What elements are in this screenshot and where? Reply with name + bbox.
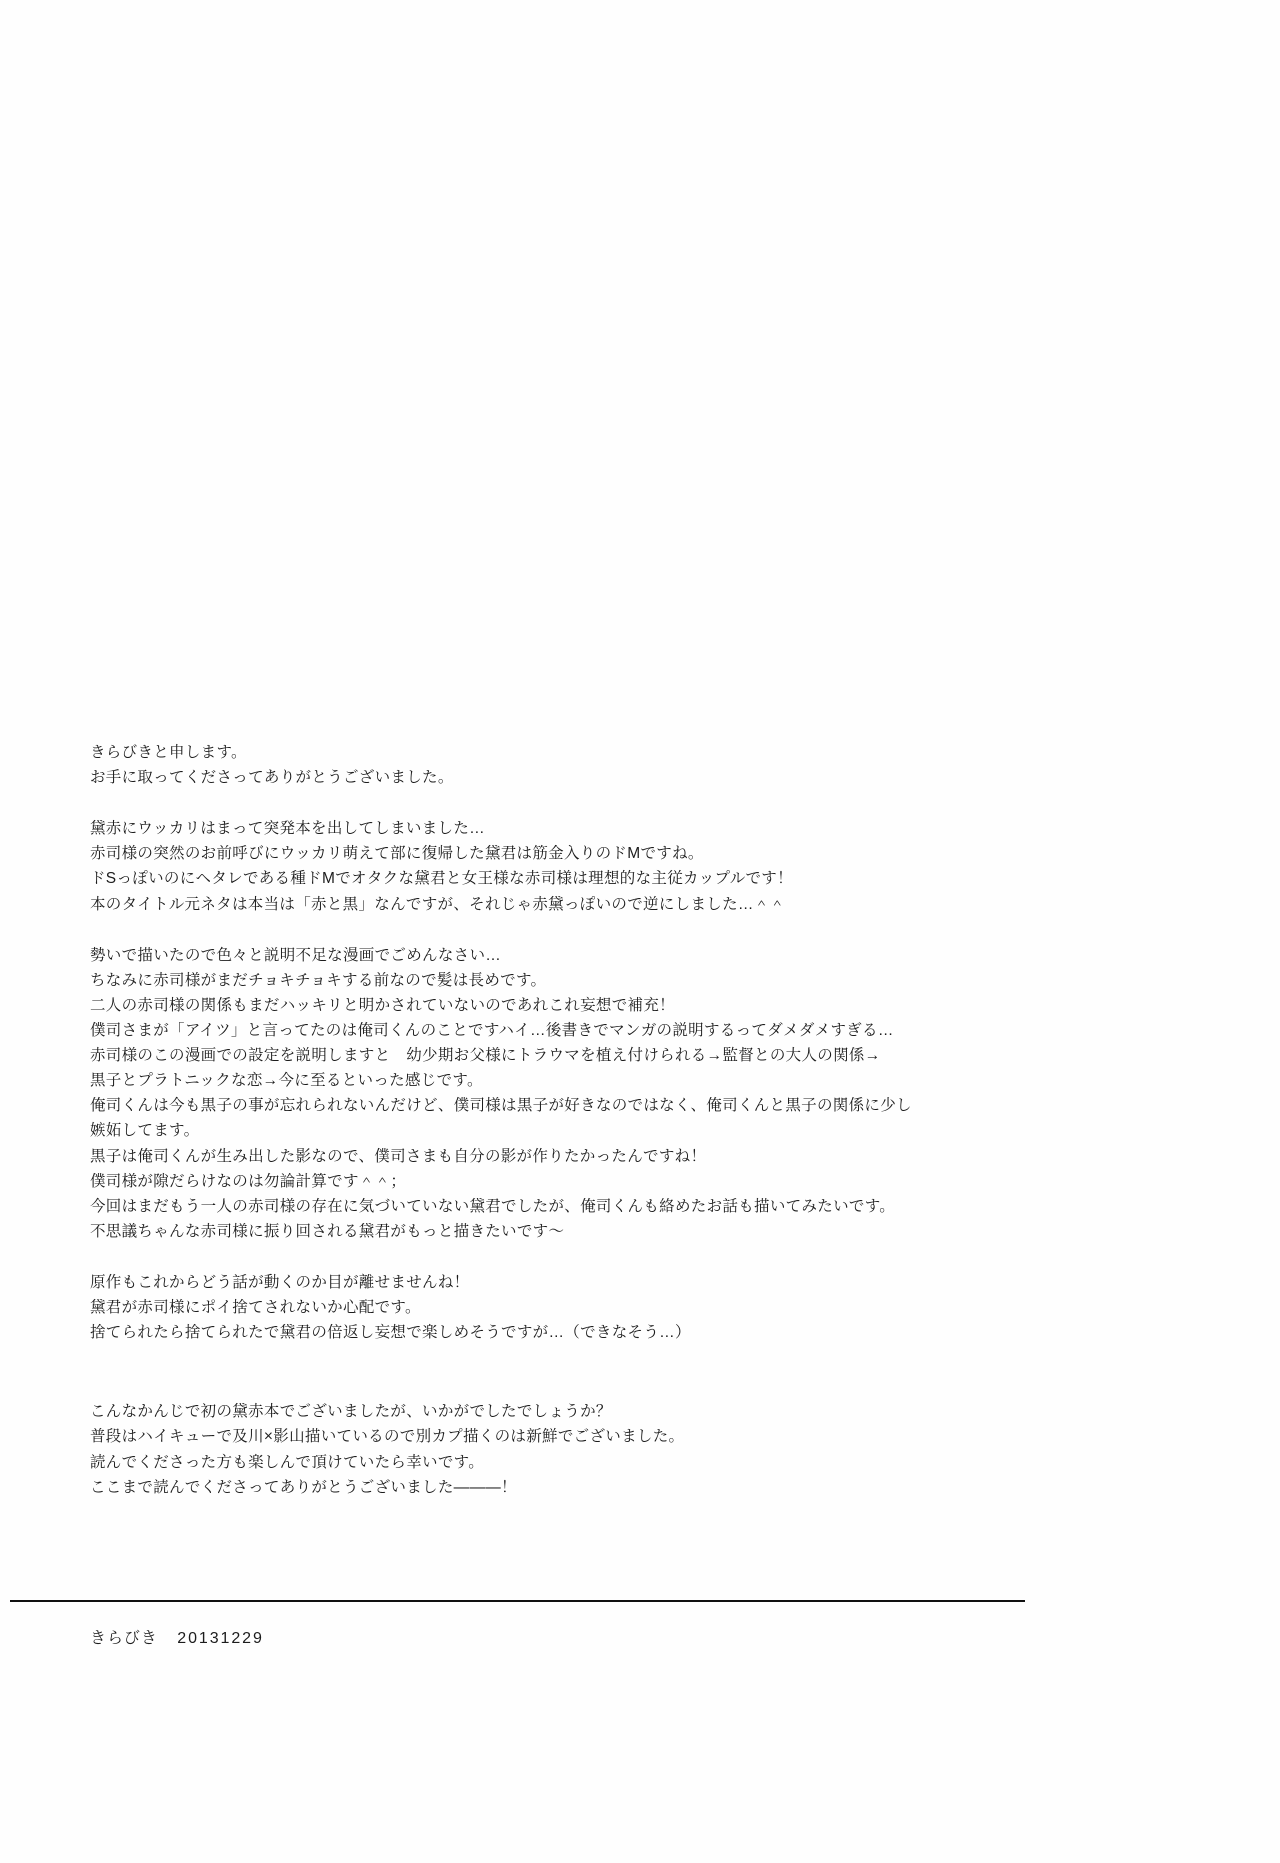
afterword-line: 黛赤にウッカリはまって突発本を出してしまいました… [90,820,485,838]
afterword-paragraph-greeting [90,740,1180,790]
afterword-line: 読んでくださった方も楽しんで頂けていたら幸いです。 [90,1453,485,1471]
afterword-line: 原作もこれからどう話が動くのか目が離せませんね！ [90,1273,470,1291]
afterword-line: 勢いで描いたので色々と説明不足な漫画でごめんなさい… [90,946,502,964]
afterword-line: 本のタイトル元ネタは本当は「赤と黒」なんですが、それじゃ赤黛っぽいので逆にしました…＾＾ [90,895,786,913]
afterword-line: 普段はハイキューで及川×影山描いているので別カプ描くのは新鮮でございました。 [90,1428,685,1446]
afterword-line: 黛君が赤司様にポイ捨てされないか心配です。 [90,1299,421,1317]
colophon-divider [10,1600,1025,1602]
afterword-line: 今回はまだもう一人の赤司様の存在に気づいていない黛君でしたが、俺司くんも絡めたお話も描いてみたいです。 [90,1197,896,1215]
afterword-line: 捨てられたら捨てられたで黛君の倍返し妄想で楽しめそうですが…（できなそう…） [90,1324,691,1342]
colophon [90,1625,264,1648]
afterword-line: ちなみに赤司様がまだチョキチョキする前なので髪は長めです。 [90,971,547,989]
afterword-paragraph-closing [90,1399,1180,1499]
afterword-line: 赤司様のこの漫画での設定を説明しますと 幼少期お父様にトラウマを植え付けられる→監督との大人の関係→ [90,1047,881,1065]
afterword-line: 不思議ちゃんな赤司様に振り回される黛君がもっと描きたいです～ [90,1222,565,1240]
afterword-line: きらびきと申します。 [90,744,247,761]
afterword-line: 赤司様の突然のお前呼びにウッカリ萌えて部に復帰した黛君は筋金入りのドMですね。 [90,845,704,863]
afterword-paragraph-notes-3 [90,1270,1180,1345]
afterword-line: 二人の赤司様の関係もまだハッキリと明かされていないのであれこれ妄想で補充！ [90,996,675,1014]
paragraph-spacer [90,1371,1180,1399]
afterword-line: お手に取ってくださってありがとうございました。 [90,769,454,787]
afterword-line: 僕司様が隙だらけなのは勿論計算です＾＾； [90,1172,407,1190]
publication-date: 20131229 [177,1630,264,1647]
afterword-line: こんなかんじで初の黛赤本でございましたが、いかがでしたでしょうか？ [90,1403,612,1421]
afterword-paragraph-notes-1 [90,816,1180,916]
afterword-line: 僕司さまが「アイツ」と言ってたのは俺司くんのことですハイ…後書きでマンガの説明するってダメダメすぎる… [90,1021,894,1039]
afterword-line: ドSっぽいのにヘタレである種ドMでオタクな黛君と女王様な赤司様は理想的な主従カップルです！ [90,870,793,888]
afterword-paragraph-notes-2 [90,943,1180,1244]
afterword-line: 嫉妬してます。 [90,1122,200,1140]
circle-name: きらびき [90,1630,158,1647]
afterword-body [90,740,1180,1500]
afterword-line: 黒子は俺司くんが生み出した影なので、僕司さまも自分の影が作りたかったんですね！ [90,1147,707,1165]
afterword-line: 黒子とプラトニックな恋→今に至るといった感じです。 [90,1072,483,1090]
afterword-line: ここまで読んでくださってありがとうございました———！ [90,1478,517,1496]
afterword-line: 俺司くんは今も黒子の事が忘れられないんだけど、僕司様は黒子が好きなのではなく、俺司くんと黒子の関係に少し [90,1097,912,1115]
